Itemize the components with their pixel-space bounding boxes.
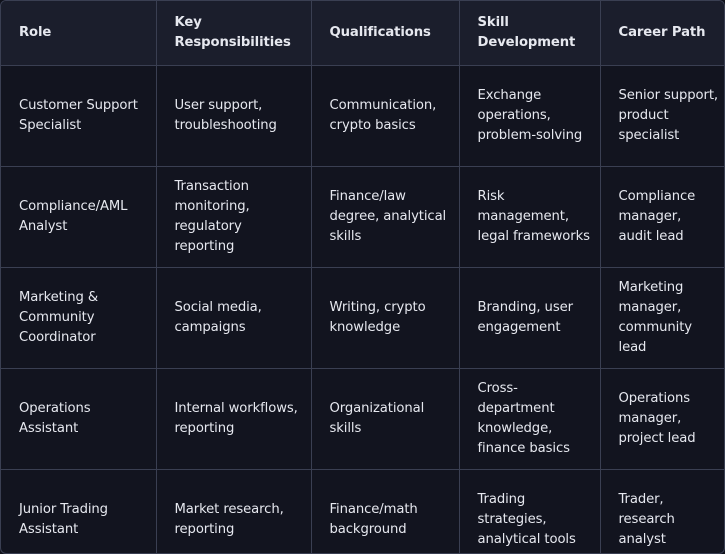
header-key-responsibilities: Key Responsibilities	[156, 1, 311, 65]
cell-career-path: Operations manager, project lead	[600, 368, 724, 469]
cell-role: Customer Support Specialist	[1, 65, 156, 166]
table-row	[1, 368, 724, 469]
header-role: Role	[1, 1, 156, 65]
table-row	[1, 166, 724, 267]
table-body	[1, 65, 724, 554]
cell-qualifications: Writing, crypto knowledge	[311, 267, 459, 368]
table-row	[1, 267, 724, 368]
table-row	[1, 65, 724, 166]
header-skill-development: Skill Development	[459, 1, 600, 65]
cell-career-path: Senior support, product specialist	[600, 65, 724, 166]
cell-skill-development: Cross-department knowledge, finance basics	[459, 368, 600, 469]
cell-qualifications: Finance/law degree, analytical skills	[311, 166, 459, 267]
header-career-path: Career Path	[600, 1, 724, 65]
table-header	[1, 1, 724, 65]
cell-role: Junior Trading Assistant	[1, 469, 156, 554]
cell-key-responsibilities: Market research, reporting	[156, 469, 311, 554]
cell-career-path: Compliance manager, audit lead	[600, 166, 724, 267]
cell-qualifications: Finance/math background	[311, 469, 459, 554]
cell-qualifications: Organizational skills	[311, 368, 459, 469]
cell-skill-development: Exchange operations, problem-solving	[459, 65, 600, 166]
cell-career-path: Trader, research analyst	[618, 491, 675, 547]
cell-skill-development: Risk management, legal frameworks	[459, 166, 600, 267]
cell-key-responsibilities: Social media, campaigns	[156, 267, 311, 368]
header-row	[1, 1, 724, 65]
cell-key-responsibilities: Transaction monitoring, regulatory reporting	[156, 166, 311, 267]
cell-career-path: Marketing manager, community lead	[600, 267, 724, 368]
cell-role: Operations Assistant	[1, 368, 156, 469]
cell-skill-development: Trading strategies, analytical tools	[459, 469, 600, 554]
header-qualifications: Qualifications	[311, 1, 459, 65]
career-roles-table	[1, 1, 724, 554]
cell-role: Compliance/AML Analyst	[1, 166, 156, 267]
cell-key-responsibilities: User support, troubleshooting	[156, 65, 311, 166]
cell-key-responsibilities: Internal workflows, reporting	[156, 368, 311, 469]
cell-qualifications: Communication, crypto basics	[311, 65, 459, 166]
cell-skill-development: Branding, user engagement	[459, 267, 600, 368]
table-row	[1, 469, 724, 554]
cell-role: Marketing & Community Coordinator	[1, 267, 156, 368]
